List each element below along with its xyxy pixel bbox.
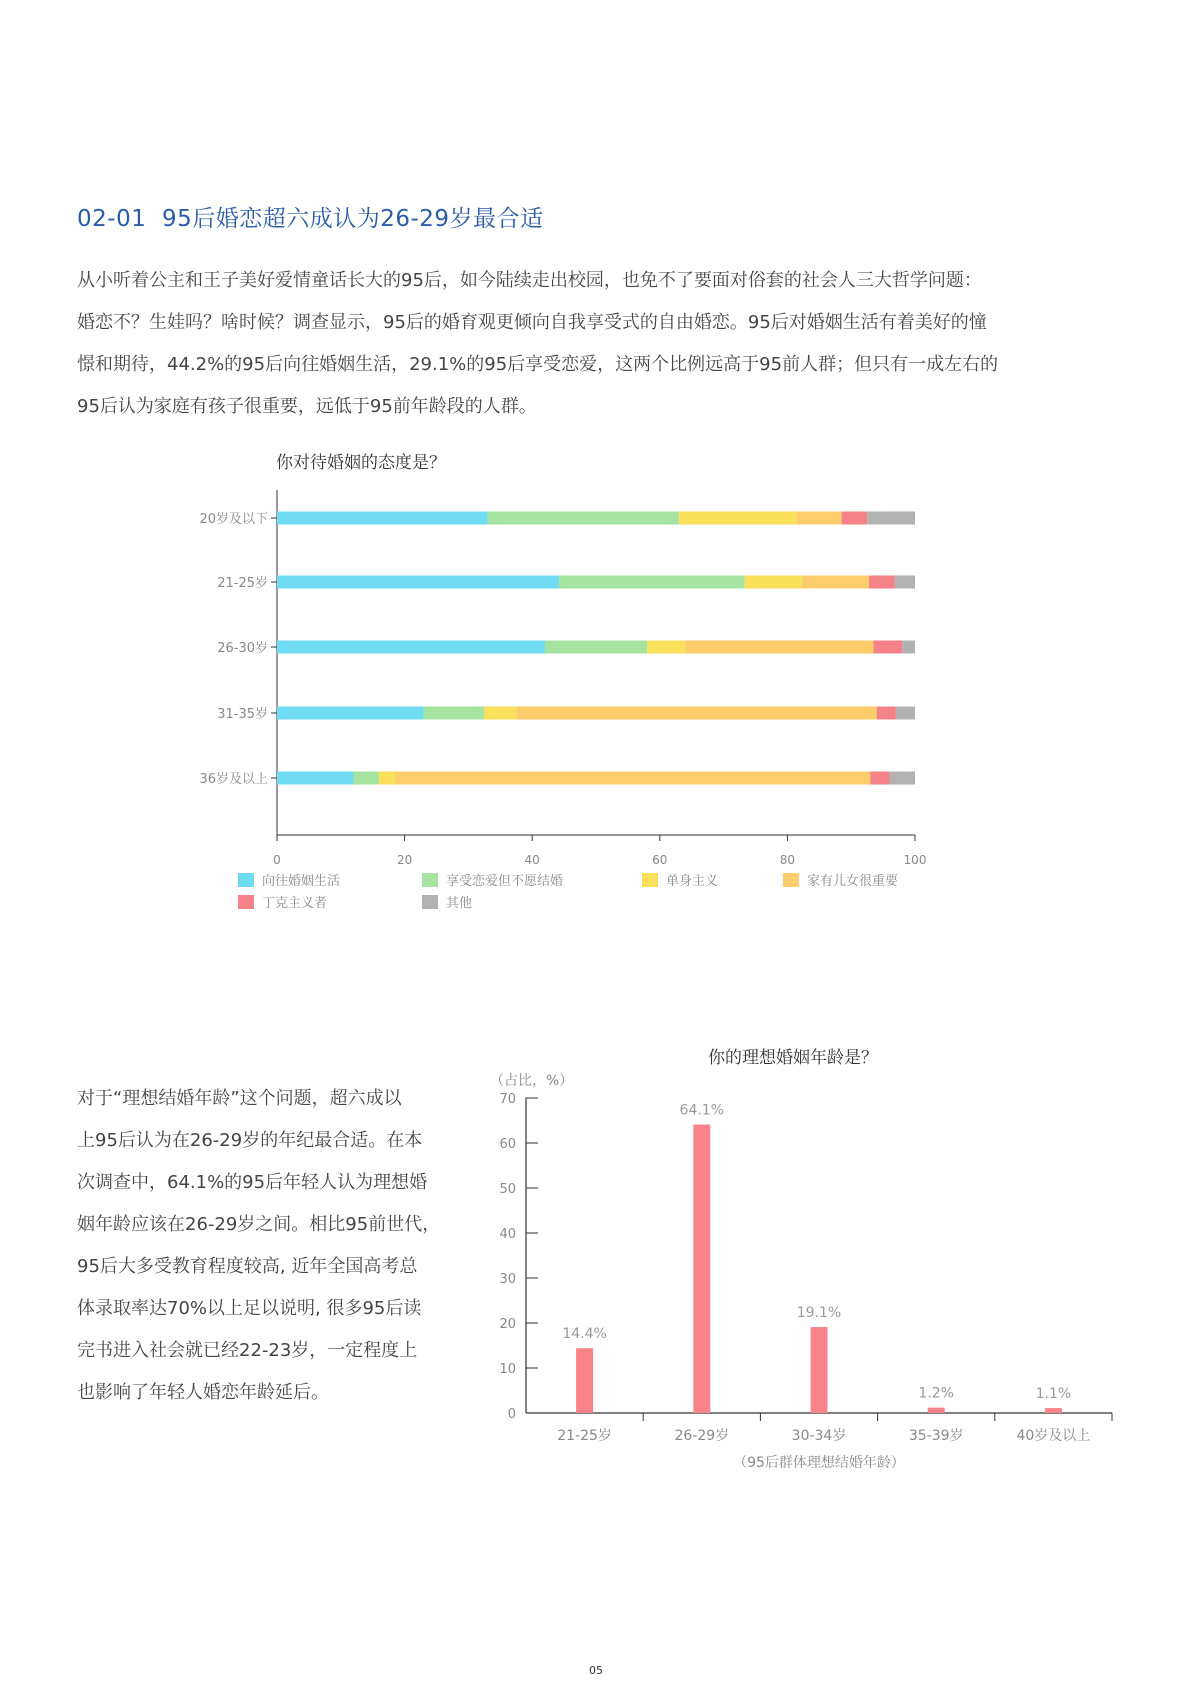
attitude-chart-legend — [238, 870, 938, 916]
intro-line: 憬和期待，44.2%的95后向往婚姻生活，29.1%的95后享受恋爱，这两个比例远高于95前人群；但只有一成左右的 — [77, 354, 999, 375]
side-line: 次调查中，64.1%的95后年轻人认为理想婚 — [77, 1172, 428, 1193]
data-label: 14.4% — [562, 1326, 607, 1343]
stacked-bar-segment — [277, 576, 559, 589]
stacked-bar-segment — [488, 512, 679, 525]
y-tick-label: 30 — [499, 1272, 516, 1287]
section-title: 95后婚恋超六成认为26-29岁最合适 — [161, 206, 544, 232]
intro-line: 婚恋不？生娃吗？啥时候？调查显示，95后的婚育观更倾向自我享受式的自由婚恋。95后对婚姻生活有着美好的憧 — [77, 312, 987, 333]
legend-label: 享受恋爱但不愿结婚 — [446, 874, 564, 889]
legend-item — [238, 892, 327, 911]
legend-swatch — [238, 895, 254, 909]
legend-item — [238, 870, 340, 889]
legend-swatch — [422, 895, 438, 909]
bar — [811, 1327, 828, 1413]
stacked-bar-segment — [395, 772, 870, 785]
x-tick-label: 40 — [524, 853, 540, 867]
legend-item — [422, 892, 472, 911]
side-line: 上95后认为在26-29岁的年纪最合适。在本 — [77, 1130, 423, 1151]
y-tick-label: 70 — [499, 1092, 516, 1107]
side-line: 体录取率达70%以上足以说明, 很多95后读 — [77, 1298, 422, 1319]
y-tick-label: 50 — [499, 1182, 516, 1197]
y-tick-label: 0 — [507, 1407, 516, 1422]
stacked-bar-segment — [896, 707, 915, 720]
x-tick-label: 80 — [779, 853, 796, 867]
stacked-bar-segment — [867, 512, 915, 525]
x-tick-label: 26-29岁 — [674, 1428, 730, 1444]
y-tick-label: 31-35岁 — [217, 707, 268, 722]
stacked-bar-segment — [679, 512, 797, 525]
side-line: 对于“理想结婚年龄”这个问题，超六成以 — [77, 1088, 402, 1109]
stacked-bar-segment — [895, 576, 915, 589]
y-tick-label: 20 — [499, 1317, 516, 1332]
intro-line: 从小听着公主和王子美好爱情童话长大的95后，如今陆续走出校园，也免不了要面对俗套的社会人三大哲学问题： — [77, 270, 982, 291]
legend-swatch — [422, 873, 438, 887]
stacked-bar-segment — [277, 772, 354, 785]
stacked-bar-segment — [354, 772, 380, 785]
x-tick-label: 35-39岁 — [908, 1428, 964, 1444]
stacked-bar-segment — [842, 512, 868, 525]
x-tick-label: 21-25岁 — [557, 1428, 612, 1444]
bar — [576, 1348, 593, 1413]
legend-swatch — [238, 873, 254, 887]
bar — [928, 1408, 945, 1413]
legend-label: 其他 — [446, 896, 473, 911]
stacked-bar-segment — [559, 576, 745, 589]
bar — [693, 1125, 710, 1413]
stacked-bar-segment — [484, 707, 516, 720]
x-tick-label: 20 — [396, 853, 413, 867]
data-label: 1.2% — [918, 1385, 954, 1402]
stacked-bar-segment — [889, 772, 915, 785]
bar — [1045, 1408, 1062, 1413]
stacked-bar-segment — [797, 512, 842, 525]
stacked-bar-segment — [379, 772, 395, 785]
stacked-bar-segment — [685, 641, 873, 654]
data-label: 19.1% — [796, 1305, 842, 1322]
x-tick-label: 30-34岁 — [791, 1428, 847, 1444]
stacked-bar-segment — [516, 707, 876, 720]
stacked-bar-segment — [902, 641, 915, 654]
y-tick-label: 40 — [499, 1227, 516, 1242]
stacked-bar-segment — [877, 707, 896, 720]
side-line: 姻年龄应该在26-29岁之间。相比95前世代， — [77, 1214, 441, 1235]
x-axis-label: （95后群体理想结婚年龄） — [733, 1455, 905, 1471]
ideal-age-bar-chart — [0, 1060, 1192, 1480]
ideal-age-chart-title: 你的理想婚姻年龄是？ — [708, 1048, 878, 1068]
side-line: 95后大多受教育程度较高, 近年全国高考总 — [77, 1256, 418, 1277]
stacked-bar-segment — [874, 641, 903, 654]
page-number: 05 — [589, 1664, 603, 1677]
y-tick-label: 26-30岁 — [217, 641, 268, 656]
legend-swatch — [783, 873, 799, 887]
stacked-bar-segment — [869, 576, 895, 589]
legend-label: 向往婚姻生活 — [262, 874, 341, 889]
stacked-bar-segment — [870, 772, 889, 785]
stacked-bar-segment — [545, 641, 647, 654]
x-tick-label: 100 — [903, 853, 927, 867]
stacked-bar-segment — [277, 512, 488, 525]
legend-swatch — [642, 873, 658, 887]
legend-item — [783, 870, 898, 889]
y-tick-label: 20岁及以下 — [199, 512, 268, 527]
stacked-bar-segment — [277, 641, 545, 654]
x-tick-label: 40岁及以上 — [1016, 1428, 1091, 1444]
x-tick-label: 60 — [652, 853, 668, 867]
section-number: 02-01 — [77, 206, 147, 232]
stacked-bar-segment — [424, 707, 485, 720]
stacked-bar-segment — [745, 576, 802, 589]
y-axis-label: （占比，%） — [490, 1073, 574, 1089]
legend-item — [642, 870, 718, 889]
attitude-chart-title: 你对待婚姻的态度是？ — [276, 453, 446, 473]
data-label: 1.1% — [1035, 1386, 1072, 1403]
legend-label: 丁克主义者 — [262, 896, 328, 911]
side-line: 也影响了年轻人婚恋年龄延后。 — [77, 1382, 329, 1403]
y-tick-label: 36岁及以上 — [199, 772, 268, 787]
legend-item — [422, 870, 563, 889]
legend-label: 单身主义 — [666, 874, 719, 889]
y-tick-label: 21-25岁 — [217, 576, 268, 591]
stacked-bar-segment — [647, 641, 685, 654]
y-tick-label: 60 — [499, 1137, 516, 1152]
y-tick-label: 10 — [499, 1362, 516, 1377]
side-line: 完书进入社会就已经22-23岁，一定程度上 — [77, 1340, 418, 1361]
x-tick-label: 0 — [273, 853, 281, 867]
legend-label: 家有儿女很重要 — [807, 874, 899, 889]
intro-line: 95后认为家庭有孩子很重要，远低于95前年龄段的人群。 — [77, 396, 537, 417]
stacked-bar-segment — [802, 576, 869, 589]
data-label: 64.1% — [679, 1102, 725, 1119]
stacked-bar-segment — [277, 707, 424, 720]
